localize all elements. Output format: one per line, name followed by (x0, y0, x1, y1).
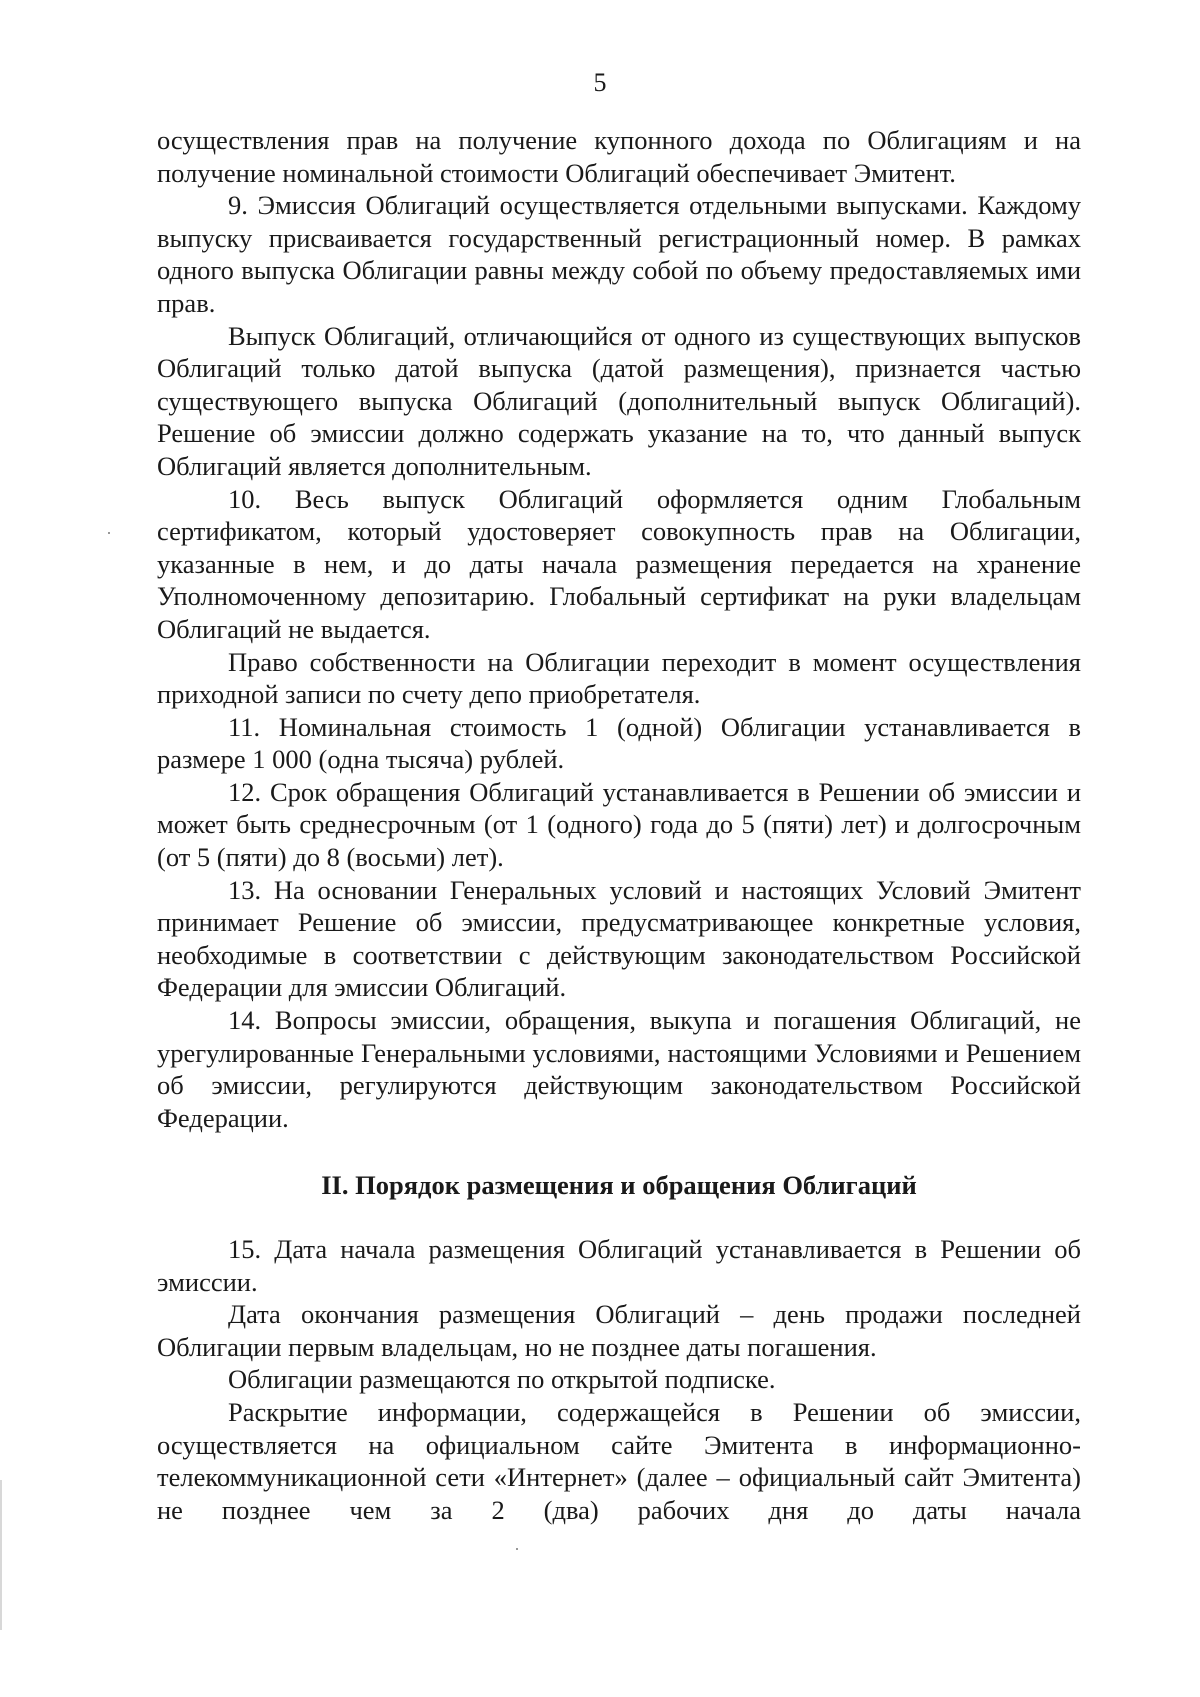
page-number: 5 (593, 68, 607, 97)
scan-edge-line (0, 1480, 2, 1630)
paragraph-item-9: 9. Эмиссия Облигаций осуществляется отдельными выпусками. Каждому выпуску присваивается государственный регистрационный номер. В рамках одного выпуска Облигации равны между собой по объему предоставляемых ими прав. (157, 190, 1081, 318)
paragraph-continuation: осуществления прав на получение купонного дохода по Облигациям и на получение номинальной стоимости Облигаций обеспечивает Эмитент. (157, 125, 1081, 188)
paragraph-item-14: 14. Вопросы эмиссии, обращения, выкупа и погашения Облигаций, не урегулированные Генеральными условиями, настоящими Условиями и Решением об эмиссии, регулируются действующим законодательством Российской Федерации. (157, 1005, 1081, 1133)
paragraph-ownership: Право собственности на Облигации переходит в момент осуществления приходной записи по счету депо приобретателя. (157, 646, 1081, 710)
document-body (157, 124, 1081, 1526)
paragraph-item-13: 13. На основании Генеральных условий и настоящих Условий Эмитент принимает Решение об эмиссии, предусматривающее конкретные условия, необходимые в соответствии с действующим законодательством Российской Федерации для эмиссии Облигаций. (157, 874, 1081, 1003)
paragraph-item-12: 12. Срок обращения Облигаций устанавливается в Решении об эмиссии и может быть среднесрочным (от 1 (одного) года до 5 (пяти) лет) и долгосрочным (от 5 (пяти) до 8 (восьми) лет). (157, 776, 1081, 873)
scan-speck (108, 532, 110, 534)
paragraph-item-10: 10. Весь выпуск Облигаций оформляется одним Глобальным сертификатом, который удостоверяет совокупность прав на Облигации, указанные в нем, и до даты начала размещения передается на хранение Уполномоченному депозитарию. Глобальный сертификат на руки владельцам Облигаций не выдается. (157, 483, 1081, 644)
paragraph-item-15: 15. Дата начала размещения Облигаций устанавливается в Решении об эмиссии. (157, 1234, 1081, 1297)
paragraph-additional-issue: Выпуск Облигаций, отличающийся от одного из существующих выпусков Облигаций только датой выпуска (датой размещения), признается частью существующего выпуска Облигаций (дополнительный выпуск Облигаций). Решение об эмиссии должно содержать указание на то, что данный выпуск Облигаций является дополнительным. (157, 320, 1081, 481)
paragraph-open-subscription: Облигации размещаются по открытой подписке. (228, 1364, 776, 1395)
paragraph-disclosure: Раскрытие информации, содержащейся в Решении об эмиссии, осуществляется на официальном сайте Эмитента в информационно-телекоммуникационной сети «Интернет» (далее – официальный сайт Эмитента) не позднее чем за 2 (два) рабочих дня до даты начала (157, 1396, 1081, 1525)
paragraph-placement-end: Дата окончания размещения Облигаций – день продажи последней Облигации первым владельцам, но не позднее даты погашения. (157, 1299, 1081, 1362)
paragraph-item-11: 11. Номинальная стоимость 1 (одной) Облигации устанавливается в размере 1 000 (одна тысяча) рублей. (157, 711, 1081, 775)
section-heading: II. Порядок размещения и обращения Облигаций (321, 1170, 917, 1201)
scan-speck (516, 1548, 518, 1550)
